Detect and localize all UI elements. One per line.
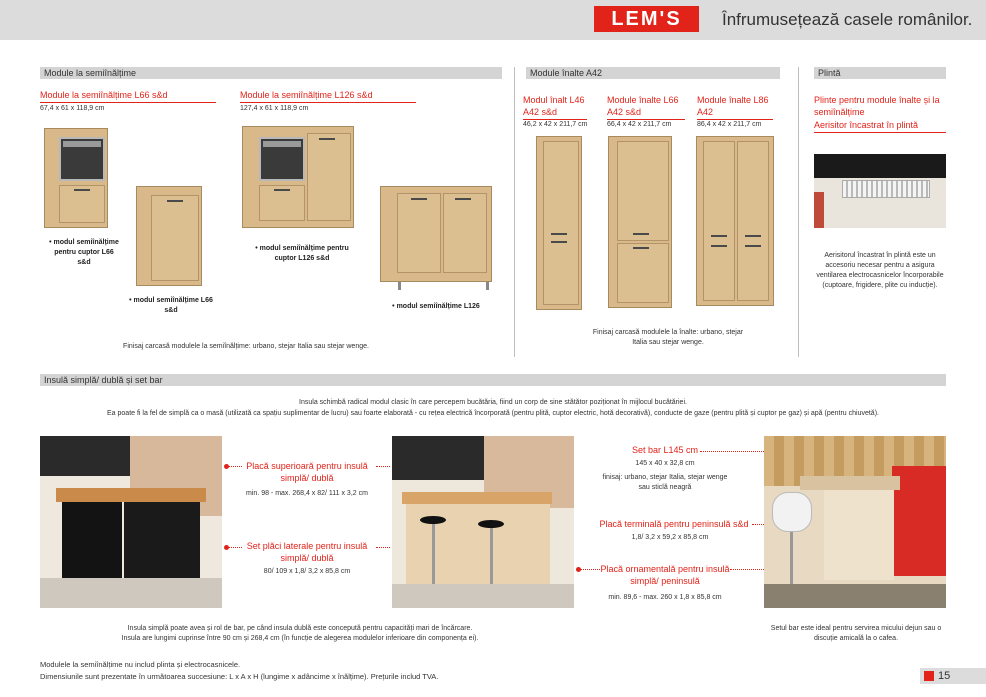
- cabinet-l66: [136, 186, 202, 286]
- caption-oven-l126: • modul semiînălțime pentru cuptor L126 s&d: [255, 245, 349, 262]
- tall-finish-note: Finisaj carcasă modulele la înalte: urbano, stejar Italia sau stejar wenge.: [592, 329, 744, 346]
- bar-set-title: Set bar L145 cm: [631, 445, 699, 455]
- island-side-dimensions: 80/ 109 x 1,8/ 3,2 x 85,8 cm: [263, 568, 351, 575]
- terminal-plate-title: Placă terminală pentru peninsulă s&d: [599, 519, 749, 529]
- page-number: 15: [938, 670, 951, 682]
- bar-set-finish: finisaj: urbano, stejar Italia, stejar wenge sau sticlă neagră: [602, 474, 728, 491]
- slogan: Înfrumusețează casele românilor.: [722, 10, 973, 29]
- section-plinta-header: Plintă: [814, 67, 946, 79]
- island-intro-1: Insula schimbă radical modul clasic în care percepem bucătăria, fiind un corp de sine stătător poziționat în mijlocul bucătăriei.: [299, 399, 687, 406]
- vent-title: Aerisitor încastrat în plintă: [814, 119, 946, 133]
- island-photo-1: [40, 436, 222, 608]
- footer-line-1: Modulele la semiînălțime nu includ plinta și electrocasnicele.: [40, 660, 241, 669]
- tall-l46-title: Modul înalt L46 A42 s&d: [523, 94, 587, 120]
- island-top-title: Placă superioară pentru insulă simplă/ dublă: [246, 461, 368, 483]
- oven-appliance: [259, 137, 305, 181]
- cabinet-oven-l66: [44, 128, 108, 228]
- l66-dimensions: 67,4 x 61 x 118,9 cm: [40, 105, 105, 112]
- tall-l86-title: Module înalte L86 A42: [697, 94, 773, 120]
- bar-set-dimensions: 145 x 40 x 32,8 cm: [635, 460, 695, 467]
- section-island-header: Insulă simplă/ dublă și set bar: [40, 374, 946, 386]
- cabinet-l126: [380, 186, 492, 282]
- cabinet-oven-l126: [242, 126, 354, 228]
- brand-logo: LEM'S: [594, 6, 699, 32]
- terminal-plate-dimensions: 1,8/ 3,2 x 59,2 x 85,8 cm: [631, 534, 709, 541]
- tall-cabinet-l66: [608, 136, 672, 308]
- island-note-1: Insula simplă poate avea și rol de bar, pe când insula dublă este concepută pentru capacități mari de încărcare.: [127, 625, 473, 632]
- l66-title: Module la semiînălțime L66 s&d: [40, 89, 216, 103]
- island-side-title: Set plăci laterale pentru insulă simplă/ dublă: [246, 541, 368, 563]
- bar-set-note: Setul bar este ideal pentru servirea micului dejun sau o discuție amicală la o cafea.: [770, 625, 942, 642]
- tall-l46-dimensions: 46,2 x 42 x 211,7 cm: [523, 121, 588, 128]
- tall-cabinet-l86: [696, 136, 774, 306]
- section-semi-header: Module la semiînălțime: [40, 67, 502, 79]
- tall-l66-dimensions: 66,4 x 42 x 211,7 cm: [607, 121, 672, 128]
- island-intro-2: Ea poate fi la fel de simplă ca o masă (utilizată ca spațiu suplimentar de lucru) sau foarte elaborată - cu rețea electrică încorporată (pentru plită, cuptor electric, hotă decorativă), conducte de gaze (pentru plită și cuptor pe gaz) și apă (pentru chiuvetă).: [107, 410, 879, 417]
- caption-oven-l66: • modul semiînălțime pentru cuptor L66 s&d: [49, 239, 119, 266]
- divider: [798, 67, 799, 357]
- ornamental-plate-title: Placă ornamentală pentru insulă simplă/ peninsulă: [600, 564, 730, 586]
- page-marker: [924, 671, 934, 681]
- l126-title: Module la semiînălțime L126 s&d: [240, 89, 416, 103]
- oven-appliance: [59, 137, 105, 181]
- footer-line-2: Dimensiunile sunt prezentate în următoarea succesiune: L x A x H (lungime x adâncime x înălțime). Prețurile includ TVA.: [40, 672, 439, 681]
- tall-cabinet-l46: [536, 136, 582, 310]
- l126-dimensions: 127,4 x 61 x 118,9 cm: [240, 105, 309, 112]
- island-top-dimensions: min. 98 - max. 268,4 x 82/ 111 x 3,2 cm: [246, 490, 368, 497]
- vent-photo: [814, 154, 946, 228]
- section-tall-header: Module înalte A42: [526, 67, 780, 79]
- caption-l66: • modul semiînălțime L66 s&d: [129, 297, 213, 314]
- vent-description: Aerisitorul încastrat în plintă este un accesoriu necesar pentru a asigura ventilarea electrocasnicelor încorporabile (cuptoare, frigidere, plite cu inducție).: [816, 252, 944, 289]
- semi-finish-note: Finisaj carcasă modulele la semiînălțime: urbano, stejar Italia sau stejar wenge.: [123, 343, 369, 350]
- plinta-title: Plinte pentru module înalte și la semiînălțime: [814, 95, 940, 117]
- tall-l66-title: Module înalte L66 A42 s&d: [607, 94, 685, 120]
- divider: [514, 67, 515, 357]
- tall-l86-dimensions: 86,4 x 42 x 211,7 cm: [697, 121, 762, 128]
- bar-set-photo: [764, 436, 946, 608]
- ornamental-plate-dimensions: min. 89,6 - max. 260 x 1,8 x 85,8 cm: [608, 594, 722, 601]
- caption-l126: • modul semiînălțime L126: [392, 303, 480, 310]
- island-note-2: Insula are lungimi cuprinse între 90 cm și 268,4 cm (în funcție de alegerea modulelor inferioare din componența ei).: [121, 635, 479, 642]
- island-photo-2: [392, 436, 574, 608]
